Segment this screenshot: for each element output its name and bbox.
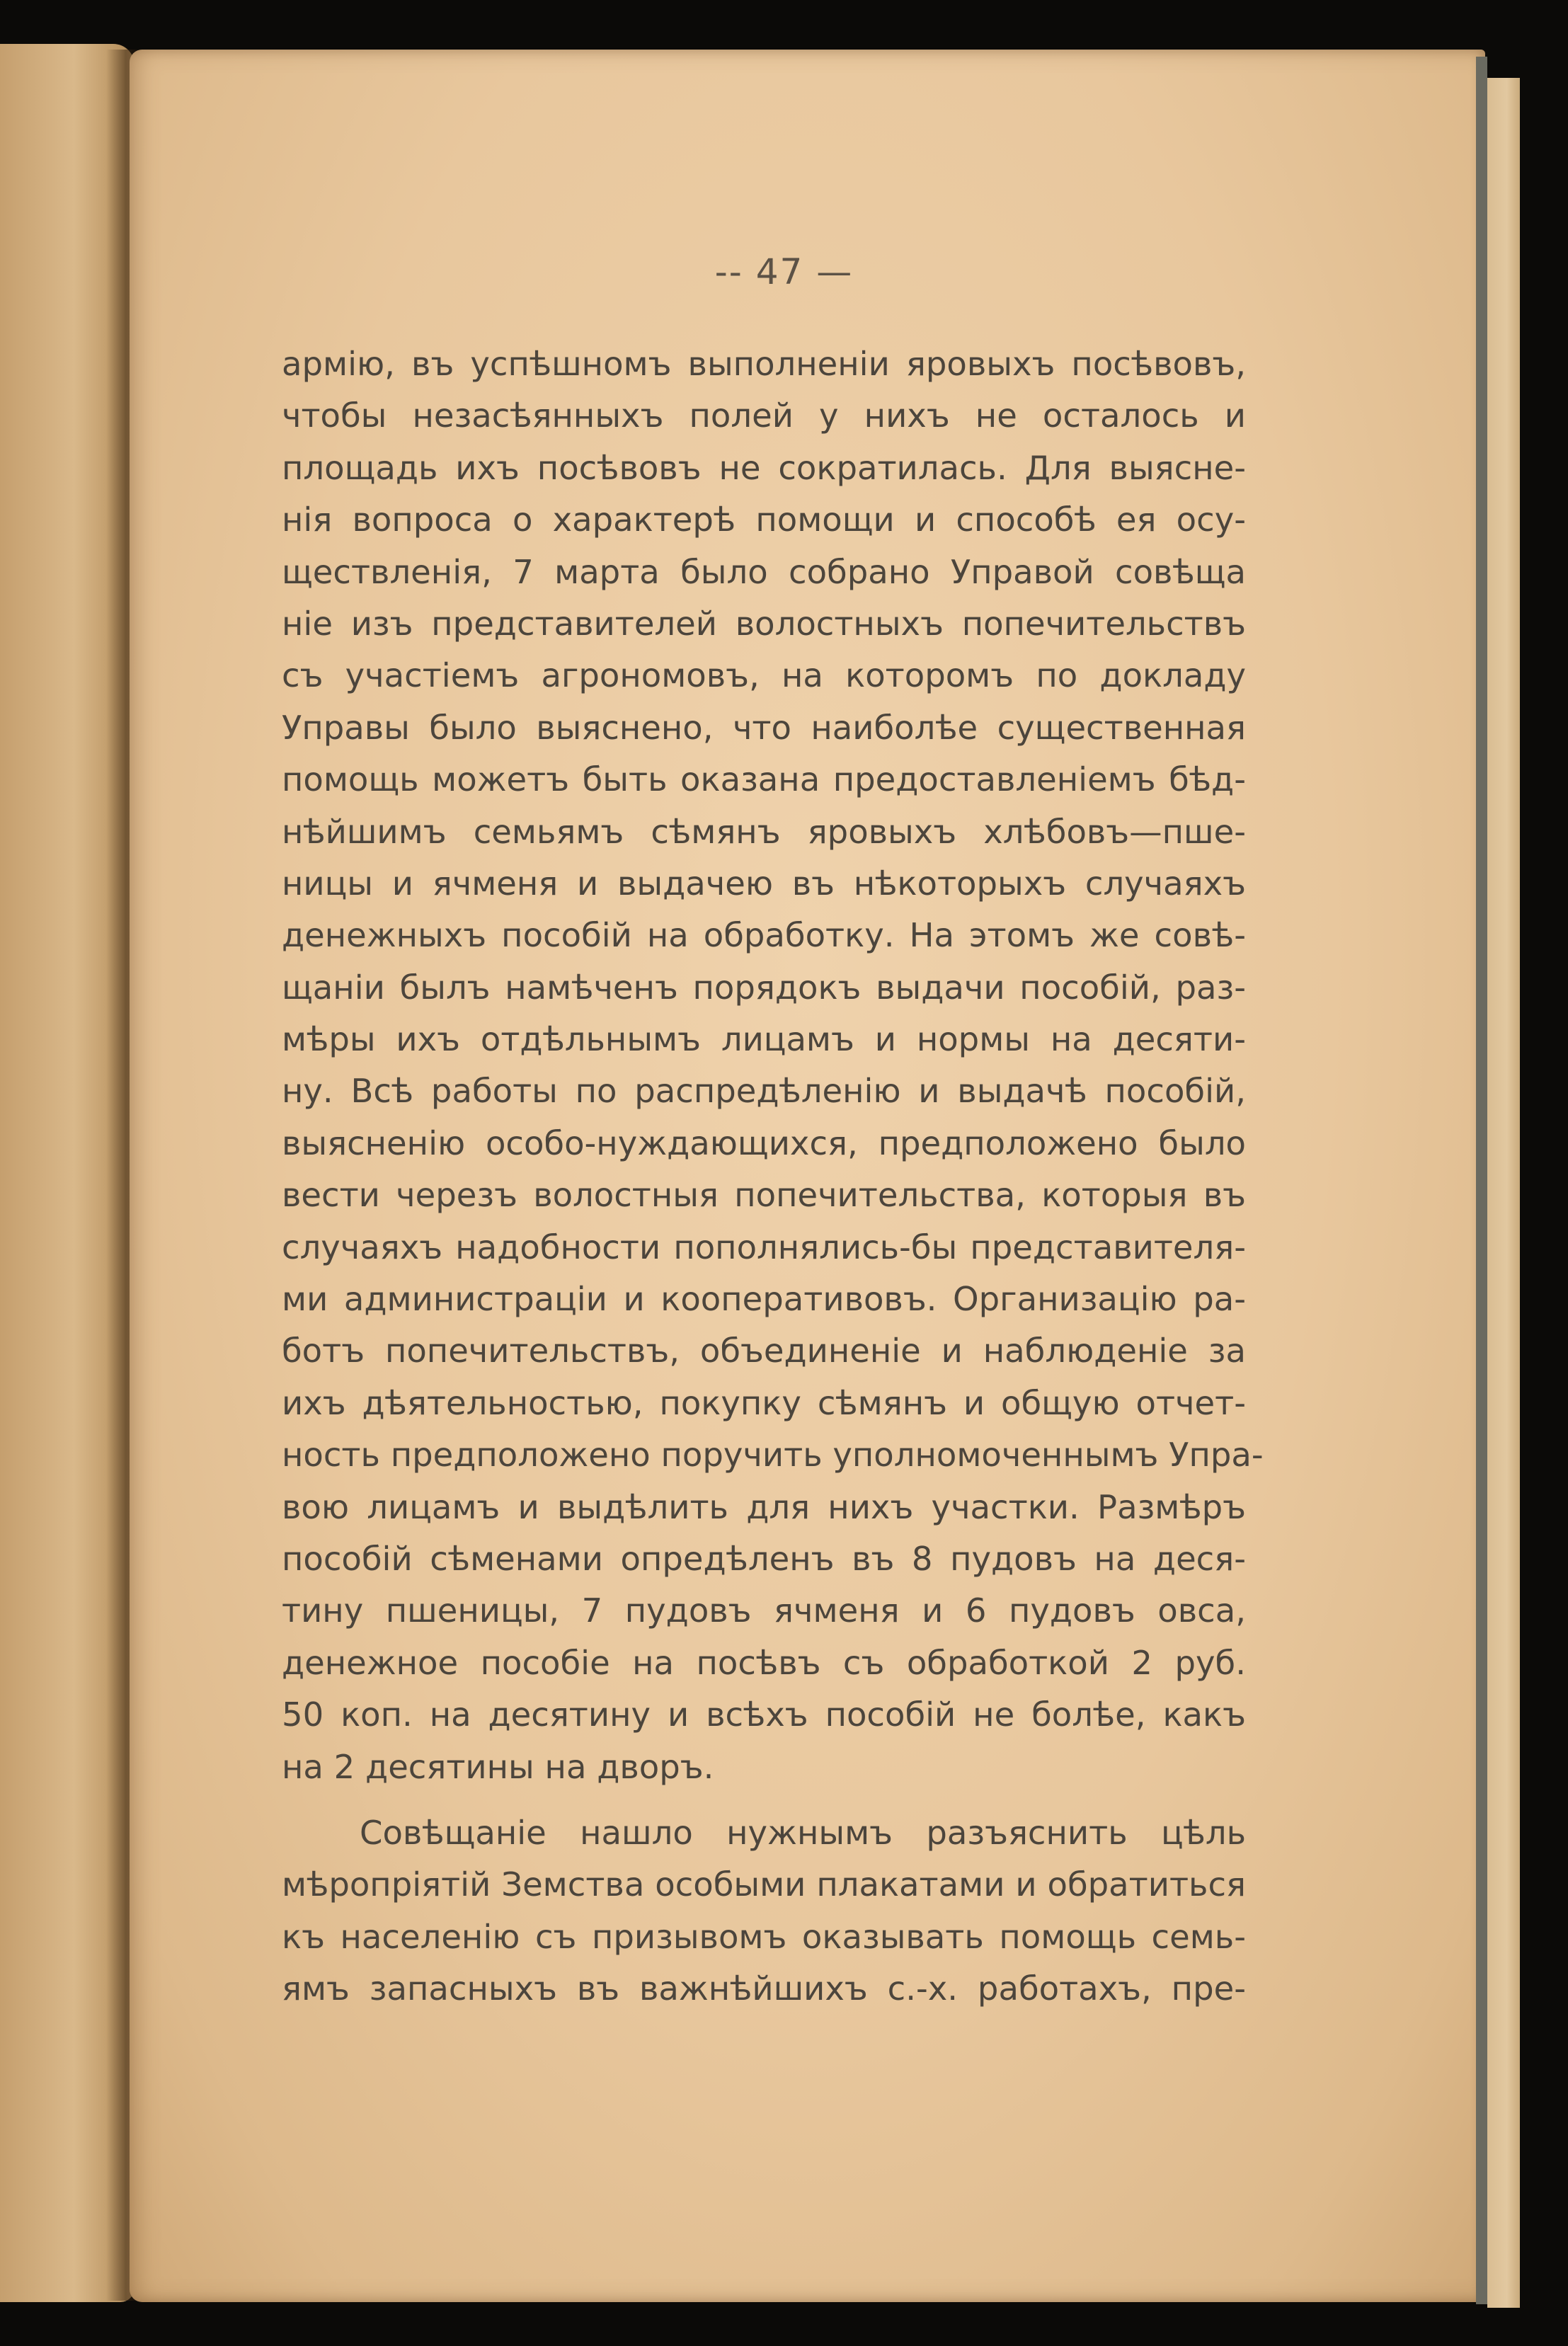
text-line: ботъ попечительствъ, объединеніе и наблюденіе за bbox=[282, 1332, 1246, 1371]
text-line: нѣйшимъ семьямъ сѣмянъ яровыхъ хлѣбовъ—пше- bbox=[282, 812, 1246, 851]
text-line: на 2 десятины на дворъ. bbox=[282, 1747, 714, 1786]
text-line: ницы и ячменя и выдачею въ нѣкоторыхъ случаяхъ bbox=[282, 864, 1246, 903]
text-line: ми администраціи и кооперативовъ. Организацію ра- bbox=[282, 1280, 1246, 1319]
text-line: тину пшеницы, 7 пудовъ ячменя и 6 пудовъ овса, bbox=[282, 1591, 1246, 1630]
text-line: ществленія, 7 марта было собрано Управой совѣща bbox=[282, 552, 1246, 591]
paragraph-1 bbox=[282, 338, 1264, 1793]
text-line: денежное пособіе на посѣвъ съ обработкой 2 руб. bbox=[282, 1643, 1246, 1682]
text-line: съ участіемъ агрономовъ, на которомъ по докладу bbox=[282, 656, 1246, 695]
text-line: чтобы незасѣянныхъ полей у нихъ не осталось и bbox=[282, 396, 1246, 435]
text-line: выясненію особо-нуждающихся, предположено было bbox=[282, 1123, 1246, 1162]
text-line: къ населенію съ призывомъ оказывать помощь семь- bbox=[282, 1917, 1246, 1956]
text-line: денежныхъ пособій на обработку. На этомъ же совѣ- bbox=[282, 916, 1246, 955]
text-line: армію, въ успѣшномъ выполненіи яровыхъ посѣвовъ, bbox=[282, 345, 1246, 383]
text-line: ность предположено поручить уполномоченнымъ Упра- bbox=[282, 1436, 1264, 1475]
body-text bbox=[282, 338, 1264, 2015]
text-line: вою лицамъ и выдѣлить для нихъ участки. Размѣръ bbox=[282, 1487, 1246, 1526]
page-edge-stack bbox=[1487, 78, 1520, 2308]
text-line: ямъ запасныхъ въ важнѣйшихъ с.-х. работахъ, пре- bbox=[282, 1969, 1246, 2008]
text-line: щаніи былъ намѣченъ порядокъ выдачи пособій, раз- bbox=[282, 968, 1246, 1007]
text-line: ихъ дѣятельностью, покупку сѣмянъ и общую отчет- bbox=[282, 1383, 1246, 1422]
text-line: 50 коп. на десятину и всѣхъ пособій не болѣе, какъ bbox=[282, 1695, 1246, 1734]
text-line: Управы было выяснено, что наиболѣе существенная bbox=[282, 708, 1246, 747]
text-line: помощь можетъ быть оказана предоставленіемъ бѣд- bbox=[282, 760, 1246, 799]
text-line: мѣропріятій Земства особыми плакатами и обратиться bbox=[282, 1865, 1246, 1904]
text-line: ніе изъ представителей волостныхъ попечительствъ bbox=[282, 604, 1246, 643]
text-line: вести черезъ волостныя попечительства, которыя въ bbox=[282, 1176, 1246, 1215]
text-line: Совѣщаніе нашло нужнымъ разъяснить цѣль bbox=[360, 1813, 1246, 1852]
page-number-header: -- 47 — bbox=[714, 251, 854, 292]
page-edge-dark bbox=[1476, 57, 1487, 2304]
text-line: нія вопроса о характерѣ помощи и способѣ ея осу- bbox=[282, 500, 1246, 539]
text-line: ну. Всѣ работы по распредѣленію и выдачѣ пособій, bbox=[282, 1072, 1246, 1111]
text-line: случаяхъ надобности пополнялись-бы представителя- bbox=[282, 1228, 1246, 1266]
text-line: мѣры ихъ отдѣльнымъ лицамъ и нормы на десяти- bbox=[282, 1020, 1246, 1059]
paragraph-2 bbox=[282, 1807, 1246, 2015]
text-line: площадь ихъ посѣвовъ не сократилась. Для выясне- bbox=[282, 448, 1246, 487]
text-line: пособій сѣменами опредѣленъ въ 8 пудовъ на деся- bbox=[282, 1539, 1246, 1578]
